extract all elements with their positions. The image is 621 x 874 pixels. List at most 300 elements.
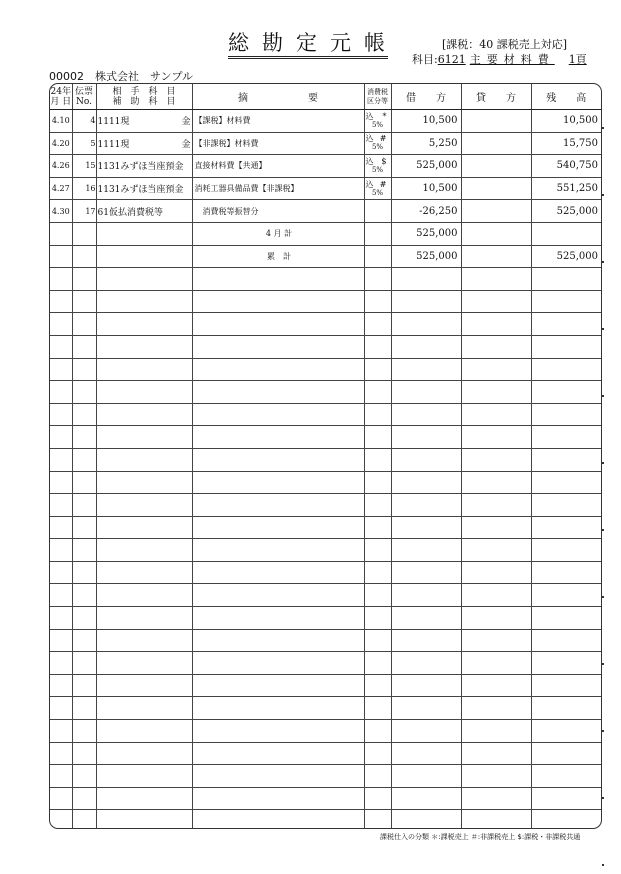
empty-cell [192, 335, 364, 358]
empty-cell [461, 494, 531, 517]
empty-row [50, 426, 601, 449]
empty-cell [192, 448, 364, 471]
entry-tax-included: 込 [365, 156, 374, 166]
empty-row [50, 313, 601, 336]
empty-cell [364, 742, 391, 765]
entry-tax-mark: # [379, 134, 387, 144]
empty-cell [50, 697, 72, 720]
margin-dot [602, 596, 604, 598]
empty-cell [96, 561, 192, 584]
empty-cell [72, 290, 96, 313]
empty-cell [96, 313, 192, 336]
empty-cell [50, 290, 72, 313]
empty-cell [364, 810, 391, 829]
entry-credit [461, 155, 531, 178]
empty-cell [391, 607, 461, 630]
margin-dot [602, 328, 604, 330]
entry-counter-account [96, 177, 192, 200]
entry-date: 4.27 [50, 177, 72, 200]
entry-row [50, 200, 601, 223]
empty-cell [391, 697, 461, 720]
empty-cell [50, 516, 72, 539]
empty-cell [192, 358, 364, 381]
empty-cell [50, 426, 72, 449]
col-debit-header: 借 方 [391, 84, 461, 110]
entry-account-code: 1111 [97, 117, 121, 128]
empty-cell [50, 381, 72, 404]
empty-cell [72, 584, 96, 607]
empty-cell [72, 539, 96, 562]
empty-cell [531, 268, 601, 291]
empty-cell [96, 742, 192, 765]
entry-slip-number: 16 [72, 177, 96, 200]
date-header-top: 24年 [50, 86, 71, 97]
empty-cell [391, 584, 461, 607]
entry-tax-included: 込 [365, 134, 374, 144]
empty-row [50, 471, 601, 494]
entry-balance: 525,000 [531, 200, 601, 223]
empty-cell [72, 426, 96, 449]
empty-cell [461, 426, 531, 449]
empty-cell [192, 426, 364, 449]
tax-header-bottom: 区分等 [367, 96, 388, 105]
empty-cell [72, 494, 96, 517]
empty-cell [96, 358, 192, 381]
cumulative-total-balance: 525,000 [531, 245, 601, 268]
subject-name: 主要材料費 [469, 53, 555, 66]
empty-cell [531, 426, 601, 449]
empty-cell [96, 652, 192, 675]
empty-cell [192, 516, 364, 539]
margin-dot [602, 194, 604, 196]
empty-cell [461, 652, 531, 675]
empty-cell [391, 787, 461, 810]
entry-tax-class [364, 155, 391, 178]
entry-slip-number: 17 [72, 200, 96, 223]
empty-cell [364, 561, 391, 584]
empty-cell [364, 584, 391, 607]
empty-cell [391, 742, 461, 765]
empty-cell [72, 629, 96, 652]
entry-tax-class [364, 132, 391, 155]
empty-cell [461, 607, 531, 630]
empty-cell [96, 448, 192, 471]
empty-cell [364, 787, 391, 810]
empty-row [50, 674, 601, 697]
empty-cell [364, 607, 391, 630]
entry-slip-number: 15 [72, 155, 96, 178]
ledger-body [50, 110, 601, 830]
margin-dot [602, 864, 604, 866]
ledger-table [50, 84, 601, 829]
entry-tax-rate: 5% [371, 120, 384, 129]
empty-cell [192, 607, 364, 630]
empty-cell [50, 448, 72, 471]
entry-row [50, 155, 601, 178]
margin-dot [602, 395, 604, 397]
empty-cell [50, 607, 72, 630]
empty-cell [50, 403, 72, 426]
empty-cell [72, 697, 96, 720]
empty-cell [531, 697, 601, 720]
empty-cell [461, 222, 531, 245]
entry-tax-rate: 5% [371, 188, 384, 197]
empty-cell [461, 561, 531, 584]
empty-cell [364, 335, 391, 358]
empty-cell [50, 494, 72, 517]
empty-cell [72, 742, 96, 765]
entry-account-name: みずほ当座預金 [120, 185, 184, 196]
entry-counter-account [96, 200, 192, 223]
empty-cell [364, 720, 391, 743]
empty-cell [96, 335, 192, 358]
empty-cell [72, 471, 96, 494]
entry-counter-account [96, 132, 192, 155]
subject-prefix: 科目: [412, 53, 438, 66]
empty-row [50, 358, 601, 381]
entry-description: 消費税等振替分 [192, 200, 364, 223]
empty-cell [50, 222, 72, 245]
subject-code: 6121 [437, 53, 466, 66]
empty-row [50, 403, 601, 426]
empty-cell [96, 403, 192, 426]
empty-cell [50, 674, 72, 697]
empty-cell [96, 584, 192, 607]
empty-cell [72, 607, 96, 630]
entry-description: 【非課税】材料費 [192, 132, 364, 155]
empty-cell [96, 290, 192, 313]
entry-counter-account [96, 155, 192, 178]
empty-cell [96, 629, 192, 652]
empty-cell [364, 381, 391, 404]
empty-cell [391, 426, 461, 449]
empty-cell [364, 471, 391, 494]
ledger-title: 総勘定元帳 [228, 30, 388, 59]
empty-cell [192, 403, 364, 426]
empty-cell [531, 742, 601, 765]
subject-line [412, 51, 587, 67]
empty-cell [461, 629, 531, 652]
empty-cell [192, 629, 364, 652]
empty-cell [461, 313, 531, 336]
empty-row [50, 561, 601, 584]
empty-cell [72, 448, 96, 471]
empty-cell [364, 222, 391, 245]
empty-cell [461, 403, 531, 426]
empty-cell [72, 313, 96, 336]
entry-debit: 525,000 [391, 155, 461, 178]
tax-header-top: 消費税 [367, 87, 388, 96]
empty-cell [461, 516, 531, 539]
empty-cell [50, 629, 72, 652]
empty-row [50, 810, 601, 829]
empty-cell [364, 268, 391, 291]
empty-cell [50, 561, 72, 584]
entry-account-name: みずほ当座預金 [120, 162, 184, 173]
col-credit-header: 貸 方 [461, 84, 531, 110]
account-header-top: 相 手 科 目 [112, 86, 176, 97]
empty-row [50, 629, 601, 652]
empty-cell [50, 810, 72, 829]
empty-row [50, 697, 601, 720]
empty-row [50, 494, 601, 517]
empty-cell [391, 539, 461, 562]
empty-cell [531, 516, 601, 539]
empty-cell [364, 697, 391, 720]
page-number: 1頁 [568, 53, 587, 66]
entry-tax-mark: # [379, 179, 387, 189]
slip-header-bottom: No. [76, 96, 92, 107]
entry-row [50, 177, 601, 200]
entry-slip-number: 4 [72, 110, 96, 133]
empty-cell [531, 607, 601, 630]
empty-cell [391, 313, 461, 336]
entry-account-suffix: 金 [181, 117, 191, 128]
empty-cell [72, 765, 96, 788]
empty-row [50, 584, 601, 607]
entry-credit [461, 177, 531, 200]
empty-cell [391, 810, 461, 829]
cumulative-total-debit: 525,000 [391, 245, 461, 268]
empty-row [50, 607, 601, 630]
empty-cell [364, 313, 391, 336]
empty-cell [192, 494, 364, 517]
entry-tax-class [364, 200, 391, 223]
empty-cell [461, 268, 531, 291]
empty-cell [461, 720, 531, 743]
empty-row [50, 516, 601, 539]
empty-cell [96, 539, 192, 562]
empty-cell [391, 403, 461, 426]
empty-cell [364, 494, 391, 517]
empty-cell [531, 674, 601, 697]
empty-cell [96, 516, 192, 539]
cumulative-total-row [50, 245, 601, 268]
margin-dot [602, 730, 604, 732]
empty-cell [96, 471, 192, 494]
empty-cell [391, 674, 461, 697]
empty-cell [192, 697, 364, 720]
empty-cell [50, 358, 72, 381]
empty-cell [96, 810, 192, 829]
entry-debit: -26,250 [391, 200, 461, 223]
empty-cell [364, 516, 391, 539]
empty-cell [50, 268, 72, 291]
entry-debit: 10,500 [391, 177, 461, 200]
empty-row [50, 381, 601, 404]
empty-cell [192, 381, 364, 404]
empty-cell [391, 516, 461, 539]
empty-cell [96, 697, 192, 720]
entry-description: 直接材料費【共通】 [192, 155, 364, 178]
empty-cell [50, 539, 72, 562]
empty-cell [531, 381, 601, 404]
empty-row [50, 290, 601, 313]
empty-cell [72, 222, 96, 245]
empty-cell [72, 358, 96, 381]
empty-cell [192, 787, 364, 810]
empty-cell [192, 313, 364, 336]
ledger-table-frame [49, 83, 602, 829]
empty-cell [391, 652, 461, 675]
empty-cell [192, 720, 364, 743]
entry-account-name: 現 [120, 117, 130, 128]
empty-cell [531, 494, 601, 517]
empty-cell [461, 674, 531, 697]
entry-balance: 540,750 [531, 155, 601, 178]
empty-cell [531, 471, 601, 494]
empty-cell [50, 742, 72, 765]
entry-credit [461, 110, 531, 133]
entry-account-suffix: 金 [181, 139, 191, 150]
col-slip-header [72, 84, 96, 110]
entry-date: 4.20 [50, 132, 72, 155]
entry-counter-account [96, 110, 192, 133]
empty-cell [461, 742, 531, 765]
empty-cell [531, 720, 601, 743]
empty-cell [72, 787, 96, 810]
empty-cell [72, 516, 96, 539]
month-total-label: 4 月 計 [192, 222, 364, 245]
empty-row [50, 268, 601, 291]
entry-tax-included: 込 [365, 179, 374, 189]
date-header-bottom: 月 日 [50, 96, 72, 107]
empty-cell [96, 494, 192, 517]
margin-dot [602, 261, 604, 263]
empty-cell [364, 426, 391, 449]
empty-cell [192, 674, 364, 697]
empty-cell [192, 810, 364, 829]
empty-cell [96, 426, 192, 449]
empty-cell [72, 245, 96, 268]
entry-date: 4.26 [50, 155, 72, 178]
empty-cell [72, 810, 96, 829]
entry-row [50, 110, 601, 133]
empty-cell [192, 268, 364, 291]
empty-cell [192, 765, 364, 788]
account-header-bottom: 補 助 科 目 [112, 96, 176, 107]
empty-row [50, 787, 601, 810]
entry-balance: 10,500 [531, 110, 601, 133]
col-account-header [96, 84, 192, 110]
empty-cell [96, 765, 192, 788]
empty-cell [192, 471, 364, 494]
empty-cell [461, 471, 531, 494]
empty-cell [531, 222, 601, 245]
empty-row [50, 720, 601, 743]
entry-tax-rate: 5% [371, 165, 384, 174]
empty-cell [96, 720, 192, 743]
entry-debit: 10,500 [391, 110, 461, 133]
empty-cell [192, 584, 364, 607]
empty-cell [461, 584, 531, 607]
entry-account-code: 1111 [97, 139, 121, 150]
empty-cell [531, 358, 601, 381]
empty-row [50, 765, 601, 788]
empty-cell [192, 561, 364, 584]
entry-description: 消耗工器具備品費【非課税】 [192, 177, 364, 200]
empty-cell [72, 561, 96, 584]
margin-dot [602, 797, 604, 799]
empty-cell [461, 697, 531, 720]
empty-cell [391, 448, 461, 471]
empty-cell [391, 720, 461, 743]
slip-header-top: 伝票 [74, 86, 93, 97]
empty-cell [461, 290, 531, 313]
entry-account-code: 1131 [97, 185, 121, 196]
empty-cell [364, 403, 391, 426]
empty-cell [391, 335, 461, 358]
empty-cell [531, 810, 601, 829]
entry-credit [461, 132, 531, 155]
empty-cell [50, 720, 72, 743]
company-name: 00002 株式会社 サンプル [49, 70, 194, 83]
empty-cell [531, 335, 601, 358]
empty-cell [461, 810, 531, 829]
empty-cell [531, 313, 601, 336]
empty-cell [391, 290, 461, 313]
empty-cell [531, 403, 601, 426]
entry-date: 4.10 [50, 110, 72, 133]
empty-cell [461, 539, 531, 562]
empty-cell [461, 245, 531, 268]
empty-cell [72, 652, 96, 675]
empty-row [50, 652, 601, 675]
empty-cell [364, 358, 391, 381]
empty-cell [531, 448, 601, 471]
empty-cell [531, 629, 601, 652]
empty-cell [461, 381, 531, 404]
empty-cell [364, 245, 391, 268]
entry-slip-number: 5 [72, 132, 96, 155]
empty-cell [364, 448, 391, 471]
empty-cell [192, 742, 364, 765]
empty-cell [72, 268, 96, 291]
empty-cell [364, 652, 391, 675]
month-total-row [50, 222, 601, 245]
empty-cell [364, 539, 391, 562]
empty-cell [50, 652, 72, 675]
empty-cell [461, 358, 531, 381]
empty-cell [364, 674, 391, 697]
empty-cell [531, 765, 601, 788]
empty-cell [391, 765, 461, 788]
margin-dot [602, 462, 604, 464]
empty-cell [50, 313, 72, 336]
empty-cell [96, 222, 192, 245]
empty-cell [531, 787, 601, 810]
empty-cell [72, 720, 96, 743]
empty-cell [364, 765, 391, 788]
empty-cell [391, 561, 461, 584]
entry-balance: 15,750 [531, 132, 601, 155]
empty-cell [192, 652, 364, 675]
empty-cell [391, 471, 461, 494]
empty-cell [461, 335, 531, 358]
margin-dot [602, 529, 604, 531]
empty-cell [96, 607, 192, 630]
entry-credit [461, 200, 531, 223]
tax-legend-footer: 課税仕入の分類 ＊:課税売上 ＃:非課税売上 $:課税・非課税共通 [380, 833, 581, 841]
empty-cell [50, 584, 72, 607]
empty-cell [96, 268, 192, 291]
empty-cell [531, 290, 601, 313]
empty-row [50, 448, 601, 471]
margin-dots [602, 83, 606, 827]
entry-debit: 5,250 [391, 132, 461, 155]
empty-cell [192, 539, 364, 562]
empty-cell [461, 765, 531, 788]
